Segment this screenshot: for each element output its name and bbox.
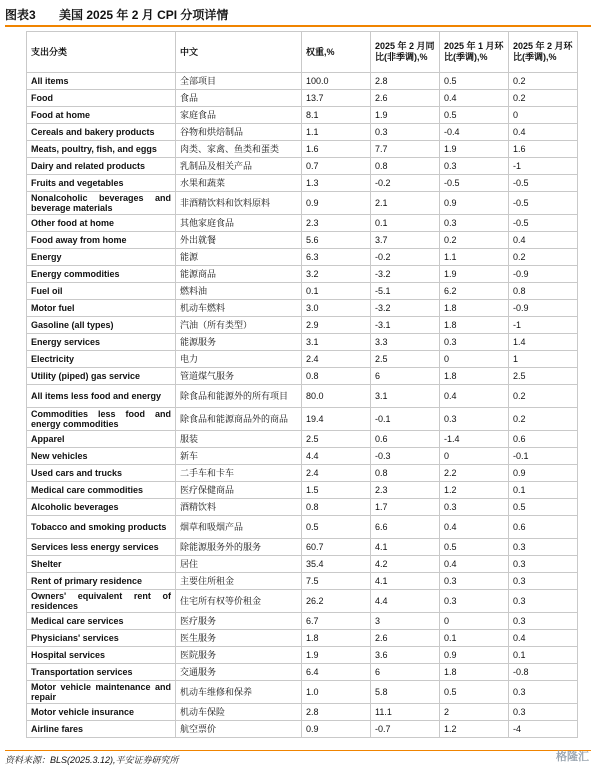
- table-row: [27, 590, 578, 613]
- cell-weight: 7.5: [302, 573, 371, 590]
- cell-category: Commodities less food and energy commodities: [27, 408, 176, 431]
- table-row: [27, 408, 578, 431]
- cell-category: Airline fares: [27, 721, 176, 738]
- cell-yoy-feb: 0.8: [371, 465, 440, 482]
- table-row: [27, 317, 578, 334]
- table-row: [27, 448, 578, 465]
- cell-chinese: 谷物和烘焙制品: [176, 124, 302, 141]
- cell-weight: 3.1: [302, 334, 371, 351]
- cell-mom-jan: -0.4: [440, 124, 509, 141]
- cell-category: Hospital services: [27, 647, 176, 664]
- cell-category: Energy commodities: [27, 266, 176, 283]
- cell-mom-jan: -0.5: [440, 175, 509, 192]
- cell-mom-jan: 2.2: [440, 465, 509, 482]
- cell-mom-feb: 0.2: [509, 385, 578, 408]
- header-category: 支出分类: [27, 32, 176, 73]
- cell-category: Used cars and trucks: [27, 465, 176, 482]
- cell-yoy-feb: 6: [371, 664, 440, 681]
- cell-mom-jan: 0.9: [440, 192, 509, 215]
- cell-yoy-feb: 2.6: [371, 90, 440, 107]
- cell-mom-feb: 0.4: [509, 630, 578, 647]
- figure-number: 图表3: [5, 8, 36, 22]
- cell-category: Tobacco and smoking products: [27, 516, 176, 539]
- source-note: 资料来源：BLS(2025.3.12),平安证券研究所: [5, 750, 591, 766]
- cell-mom-feb: 0: [509, 107, 578, 124]
- header-yoy-feb: 2025 年 2 月同比(非季调),%: [371, 32, 440, 73]
- cell-mom-feb: 0.3: [509, 590, 578, 613]
- cell-yoy-feb: 3.7: [371, 232, 440, 249]
- table-row: [27, 465, 578, 482]
- cell-mom-feb: 0.6: [509, 516, 578, 539]
- cell-chinese: 医院服务: [176, 647, 302, 664]
- cell-mom-feb: 0.3: [509, 556, 578, 573]
- cell-weight: 1.6: [302, 141, 371, 158]
- table-row: [27, 107, 578, 124]
- cell-mom-feb: 0.4: [509, 232, 578, 249]
- cell-yoy-feb: -5.1: [371, 283, 440, 300]
- cell-weight: 0.8: [302, 499, 371, 516]
- cell-weight: 6.7: [302, 613, 371, 630]
- cell-category: Meats, poultry, fish, and eggs: [27, 141, 176, 158]
- cell-yoy-feb: 4.1: [371, 539, 440, 556]
- cell-category: Energy services: [27, 334, 176, 351]
- cell-mom-jan: 0.3: [440, 158, 509, 175]
- cell-chinese: 电力: [176, 351, 302, 368]
- cell-yoy-feb: -0.7: [371, 721, 440, 738]
- cell-chinese: 医疗服务: [176, 613, 302, 630]
- cell-mom-jan: 0.5: [440, 73, 509, 90]
- cell-category: Motor fuel: [27, 300, 176, 317]
- cell-mom-jan: 0.4: [440, 385, 509, 408]
- cell-chinese: 机动车保险: [176, 704, 302, 721]
- cell-yoy-feb: -0.3: [371, 448, 440, 465]
- cell-mom-feb: -0.5: [509, 192, 578, 215]
- cell-chinese: 除能源服务外的服务: [176, 539, 302, 556]
- cell-mom-jan: 1.8: [440, 664, 509, 681]
- cell-mom-jan: 0.5: [440, 107, 509, 124]
- cell-weight: 2.9: [302, 317, 371, 334]
- cell-yoy-feb: 3.1: [371, 385, 440, 408]
- table-body: [27, 73, 578, 738]
- cell-weight: 0.9: [302, 721, 371, 738]
- cell-mom-jan: -1.4: [440, 431, 509, 448]
- cell-yoy-feb: 0.6: [371, 431, 440, 448]
- cell-yoy-feb: -0.2: [371, 175, 440, 192]
- cell-chinese: 燃料油: [176, 283, 302, 300]
- cell-mom-feb: 0.3: [509, 539, 578, 556]
- watermark-logo: 格隆汇: [556, 751, 589, 763]
- cell-yoy-feb: -3.2: [371, 266, 440, 283]
- cell-weight: 0.7: [302, 158, 371, 175]
- cell-weight: 1.5: [302, 482, 371, 499]
- cell-mom-feb: -0.9: [509, 300, 578, 317]
- cell-mom-feb: -1: [509, 158, 578, 175]
- cell-mom-feb: 0.2: [509, 73, 578, 90]
- cell-mom-jan: 0.3: [440, 215, 509, 232]
- cell-category: Utility (piped) gas service: [27, 368, 176, 385]
- cell-chinese: 能源服务: [176, 334, 302, 351]
- cell-mom-feb: 0.8: [509, 283, 578, 300]
- cell-category: Nonalcoholic beverages and beverage materials: [27, 192, 176, 215]
- cell-yoy-feb: 1.7: [371, 499, 440, 516]
- cell-weight: 19.4: [302, 408, 371, 431]
- cell-category: Fuel oil: [27, 283, 176, 300]
- table-row: [27, 385, 578, 408]
- cell-mom-feb: -0.1: [509, 448, 578, 465]
- cell-mom-jan: 0: [440, 351, 509, 368]
- cell-chinese: 非酒精饮料和饮料原料: [176, 192, 302, 215]
- cell-weight: 4.4: [302, 448, 371, 465]
- cell-weight: 0.5: [302, 516, 371, 539]
- cell-mom-feb: -1: [509, 317, 578, 334]
- cell-mom-jan: 0.5: [440, 681, 509, 704]
- cell-yoy-feb: 6: [371, 368, 440, 385]
- cell-chinese: 服装: [176, 431, 302, 448]
- cell-category: Dairy and related products: [27, 158, 176, 175]
- table-row: [27, 539, 578, 556]
- cell-mom-jan: 0.4: [440, 90, 509, 107]
- cell-chinese: 肉类、家禽、鱼类和蛋类: [176, 141, 302, 158]
- cell-yoy-feb: 0.3: [371, 124, 440, 141]
- cell-chinese: 住宅所有权等价租金: [176, 590, 302, 613]
- cell-yoy-feb: -3.1: [371, 317, 440, 334]
- cell-mom-feb: 1.4: [509, 334, 578, 351]
- table-row: [27, 516, 578, 539]
- cell-mom-feb: 0.6: [509, 431, 578, 448]
- cell-mom-feb: -4: [509, 721, 578, 738]
- cell-chinese: 居住: [176, 556, 302, 573]
- cell-mom-jan: 6.2: [440, 283, 509, 300]
- cell-mom-jan: 0: [440, 448, 509, 465]
- cell-weight: 0.8: [302, 368, 371, 385]
- cell-mom-jan: 0.1: [440, 630, 509, 647]
- cell-category: Fruits and vegetables: [27, 175, 176, 192]
- table-row: [27, 158, 578, 175]
- cell-mom-jan: 1.9: [440, 266, 509, 283]
- cell-category: Motor vehicle maintenance and repair: [27, 681, 176, 704]
- cell-weight: 6.4: [302, 664, 371, 681]
- cell-chinese: 新车: [176, 448, 302, 465]
- cell-category: Gasoline (all types): [27, 317, 176, 334]
- cell-weight: 2.8: [302, 704, 371, 721]
- cell-category: All items less food and energy: [27, 385, 176, 408]
- cell-weight: 2.4: [302, 351, 371, 368]
- cell-mom-jan: 1.9: [440, 141, 509, 158]
- cell-category: Food: [27, 90, 176, 107]
- cell-weight: 5.6: [302, 232, 371, 249]
- cell-weight: 2.5: [302, 431, 371, 448]
- cell-yoy-feb: 2.3: [371, 482, 440, 499]
- table-row: [27, 431, 578, 448]
- cell-category: Electricity: [27, 351, 176, 368]
- cell-category: Alcoholic beverages: [27, 499, 176, 516]
- cell-chinese: 家庭食品: [176, 107, 302, 124]
- table-row: [27, 73, 578, 90]
- cell-chinese: 医疗保健商品: [176, 482, 302, 499]
- cell-weight: 3.0: [302, 300, 371, 317]
- cell-category: Services less energy services: [27, 539, 176, 556]
- cell-mom-feb: 0.5: [509, 499, 578, 516]
- cell-category: Physicians' services: [27, 630, 176, 647]
- cell-category: Medical care services: [27, 613, 176, 630]
- cell-chinese: 酒精饮料: [176, 499, 302, 516]
- cell-mom-feb: 0.2: [509, 249, 578, 266]
- cell-category: Motor vehicle insurance: [27, 704, 176, 721]
- figure-title: [5, 5, 591, 27]
- table-row: [27, 266, 578, 283]
- cell-weight: 0.1: [302, 283, 371, 300]
- cell-yoy-feb: 2.6: [371, 630, 440, 647]
- figure-caption: 美国 2025 年 2 月 CPI 分项详情: [59, 8, 229, 22]
- cell-category: Cereals and bakery products: [27, 124, 176, 141]
- cell-mom-jan: 0.3: [440, 573, 509, 590]
- cell-mom-jan: 1.2: [440, 721, 509, 738]
- cell-category: Transportation services: [27, 664, 176, 681]
- cell-weight: 0.9: [302, 192, 371, 215]
- cell-mom-feb: 0.1: [509, 482, 578, 499]
- table-row: [27, 90, 578, 107]
- cell-mom-feb: -0.8: [509, 664, 578, 681]
- table-row: [27, 124, 578, 141]
- cell-chinese: 医生服务: [176, 630, 302, 647]
- cell-mom-feb: -0.9: [509, 266, 578, 283]
- cell-yoy-feb: -3.2: [371, 300, 440, 317]
- cell-mom-jan: 0.3: [440, 408, 509, 431]
- cell-yoy-feb: 11.1: [371, 704, 440, 721]
- cell-weight: 80.0: [302, 385, 371, 408]
- cell-chinese: 烟草和吸烟产品: [176, 516, 302, 539]
- cell-yoy-feb: 4.1: [371, 573, 440, 590]
- table-row: [27, 556, 578, 573]
- cell-mom-jan: 0.9: [440, 647, 509, 664]
- cell-chinese: 航空票价: [176, 721, 302, 738]
- cell-mom-jan: 1.8: [440, 368, 509, 385]
- table-row: [27, 300, 578, 317]
- table-row: [27, 232, 578, 249]
- cell-chinese: 除食品和能源商品外的商品: [176, 408, 302, 431]
- cell-weight: 1.8: [302, 630, 371, 647]
- cell-yoy-feb: 7.7: [371, 141, 440, 158]
- cell-yoy-feb: 0.1: [371, 215, 440, 232]
- table-row: [27, 482, 578, 499]
- cell-category: Other food at home: [27, 215, 176, 232]
- cell-mom-feb: 2.5: [509, 368, 578, 385]
- table-row: [27, 175, 578, 192]
- cell-yoy-feb: 1.9: [371, 107, 440, 124]
- cell-mom-jan: 0.3: [440, 334, 509, 351]
- table-row: [27, 613, 578, 630]
- cell-mom-jan: 0.5: [440, 539, 509, 556]
- cell-category: New vehicles: [27, 448, 176, 465]
- table-row: [27, 721, 578, 738]
- table-row: [27, 630, 578, 647]
- cell-category: All items: [27, 73, 176, 90]
- cell-weight: 1.9: [302, 647, 371, 664]
- table-row: [27, 192, 578, 215]
- cell-mom-jan: 0.4: [440, 516, 509, 539]
- cell-yoy-feb: 3: [371, 613, 440, 630]
- cell-chinese: 水果和蔬菜: [176, 175, 302, 192]
- cell-mom-feb: 0.3: [509, 704, 578, 721]
- header-chinese: 中文: [176, 32, 302, 73]
- cell-weight: 2.4: [302, 465, 371, 482]
- cell-mom-jan: 1.8: [440, 300, 509, 317]
- cell-yoy-feb: 4.2: [371, 556, 440, 573]
- cell-mom-feb: 0.1: [509, 647, 578, 664]
- cell-weight: 3.2: [302, 266, 371, 283]
- cell-weight: 1.0: [302, 681, 371, 704]
- cell-chinese: 全部项目: [176, 73, 302, 90]
- cell-mom-feb: 1.6: [509, 141, 578, 158]
- header-mom-jan: 2025 年 1 月环比(季调),%: [440, 32, 509, 73]
- cell-mom-jan: 1.1: [440, 249, 509, 266]
- cell-weight: 26.2: [302, 590, 371, 613]
- table-row: [27, 499, 578, 516]
- cell-category: Energy: [27, 249, 176, 266]
- cell-mom-feb: 0.3: [509, 681, 578, 704]
- cell-chinese: 主要住所租金: [176, 573, 302, 590]
- table-row: [27, 368, 578, 385]
- header-mom-feb: 2025 年 2 月环比(季调),%: [509, 32, 578, 73]
- cell-mom-feb: 0.2: [509, 90, 578, 107]
- cell-yoy-feb: 2.5: [371, 351, 440, 368]
- cell-yoy-feb: 5.8: [371, 681, 440, 704]
- cell-category: Food away from home: [27, 232, 176, 249]
- table-row: [27, 573, 578, 590]
- cell-weight: 13.7: [302, 90, 371, 107]
- cell-weight: 1.3: [302, 175, 371, 192]
- cell-yoy-feb: 2.8: [371, 73, 440, 90]
- cell-mom-jan: 0.3: [440, 590, 509, 613]
- table-row: [27, 215, 578, 232]
- cell-mom-jan: 2: [440, 704, 509, 721]
- cell-mom-feb: 1: [509, 351, 578, 368]
- table-row: [27, 681, 578, 704]
- cell-yoy-feb: 3.3: [371, 334, 440, 351]
- cell-chinese: 二手车和卡车: [176, 465, 302, 482]
- cell-mom-jan: 1.2: [440, 482, 509, 499]
- cell-category: Apparel: [27, 431, 176, 448]
- table-header-row: [27, 32, 578, 73]
- cell-chinese: 乳制品及相关产品: [176, 158, 302, 175]
- table-row: [27, 664, 578, 681]
- cell-mom-jan: 0: [440, 613, 509, 630]
- cpi-table: [26, 31, 578, 738]
- cell-chinese: 机动车维修和保养: [176, 681, 302, 704]
- cell-weight: 35.4: [302, 556, 371, 573]
- cell-mom-jan: 1.8: [440, 317, 509, 334]
- cell-chinese: 能源商品: [176, 266, 302, 283]
- cell-chinese: 外出就餐: [176, 232, 302, 249]
- cell-mom-feb: 0.3: [509, 613, 578, 630]
- cell-chinese: 机动车燃料: [176, 300, 302, 317]
- cell-mom-feb: 0.4: [509, 124, 578, 141]
- table-row: [27, 141, 578, 158]
- cell-mom-feb: -0.5: [509, 175, 578, 192]
- cell-yoy-feb: 2.1: [371, 192, 440, 215]
- cell-chinese: 其他家庭食品: [176, 215, 302, 232]
- cell-yoy-feb: 6.6: [371, 516, 440, 539]
- cell-category: Shelter: [27, 556, 176, 573]
- cell-weight: 60.7: [302, 539, 371, 556]
- cell-yoy-feb: -0.1: [371, 408, 440, 431]
- cell-mom-jan: 0.3: [440, 499, 509, 516]
- cell-mom-feb: -0.5: [509, 215, 578, 232]
- cell-chinese: 管道煤气服务: [176, 368, 302, 385]
- header-weight: 权重,%: [302, 32, 371, 73]
- cell-category: Owners' equivalent rent of residences: [27, 590, 176, 613]
- table-row: [27, 704, 578, 721]
- table-row: [27, 283, 578, 300]
- table-row: [27, 334, 578, 351]
- cell-category: Rent of primary residence: [27, 573, 176, 590]
- cell-yoy-feb: 0.8: [371, 158, 440, 175]
- cell-chinese: 能源: [176, 249, 302, 266]
- cell-mom-feb: 0.2: [509, 408, 578, 431]
- cell-weight: 100.0: [302, 73, 371, 90]
- cell-chinese: 汽油（所有类型）: [176, 317, 302, 334]
- table-row: [27, 647, 578, 664]
- cell-weight: 8.1: [302, 107, 371, 124]
- cell-chinese: 交通服务: [176, 664, 302, 681]
- table-row: [27, 351, 578, 368]
- cell-weight: 1.1: [302, 124, 371, 141]
- cell-weight: 2.3: [302, 215, 371, 232]
- cell-yoy-feb: -0.2: [371, 249, 440, 266]
- cell-mom-feb: 0.3: [509, 573, 578, 590]
- cell-category: Medical care commodities: [27, 482, 176, 499]
- cell-mom-feb: 0.9: [509, 465, 578, 482]
- table-row: [27, 249, 578, 266]
- cell-yoy-feb: 3.6: [371, 647, 440, 664]
- cell-category: Food at home: [27, 107, 176, 124]
- cell-yoy-feb: 4.4: [371, 590, 440, 613]
- cell-weight: 6.3: [302, 249, 371, 266]
- cell-mom-jan: 0.4: [440, 556, 509, 573]
- cell-chinese: 除食品和能源外的所有项目: [176, 385, 302, 408]
- cell-chinese: 食品: [176, 90, 302, 107]
- cell-mom-jan: 0.2: [440, 232, 509, 249]
